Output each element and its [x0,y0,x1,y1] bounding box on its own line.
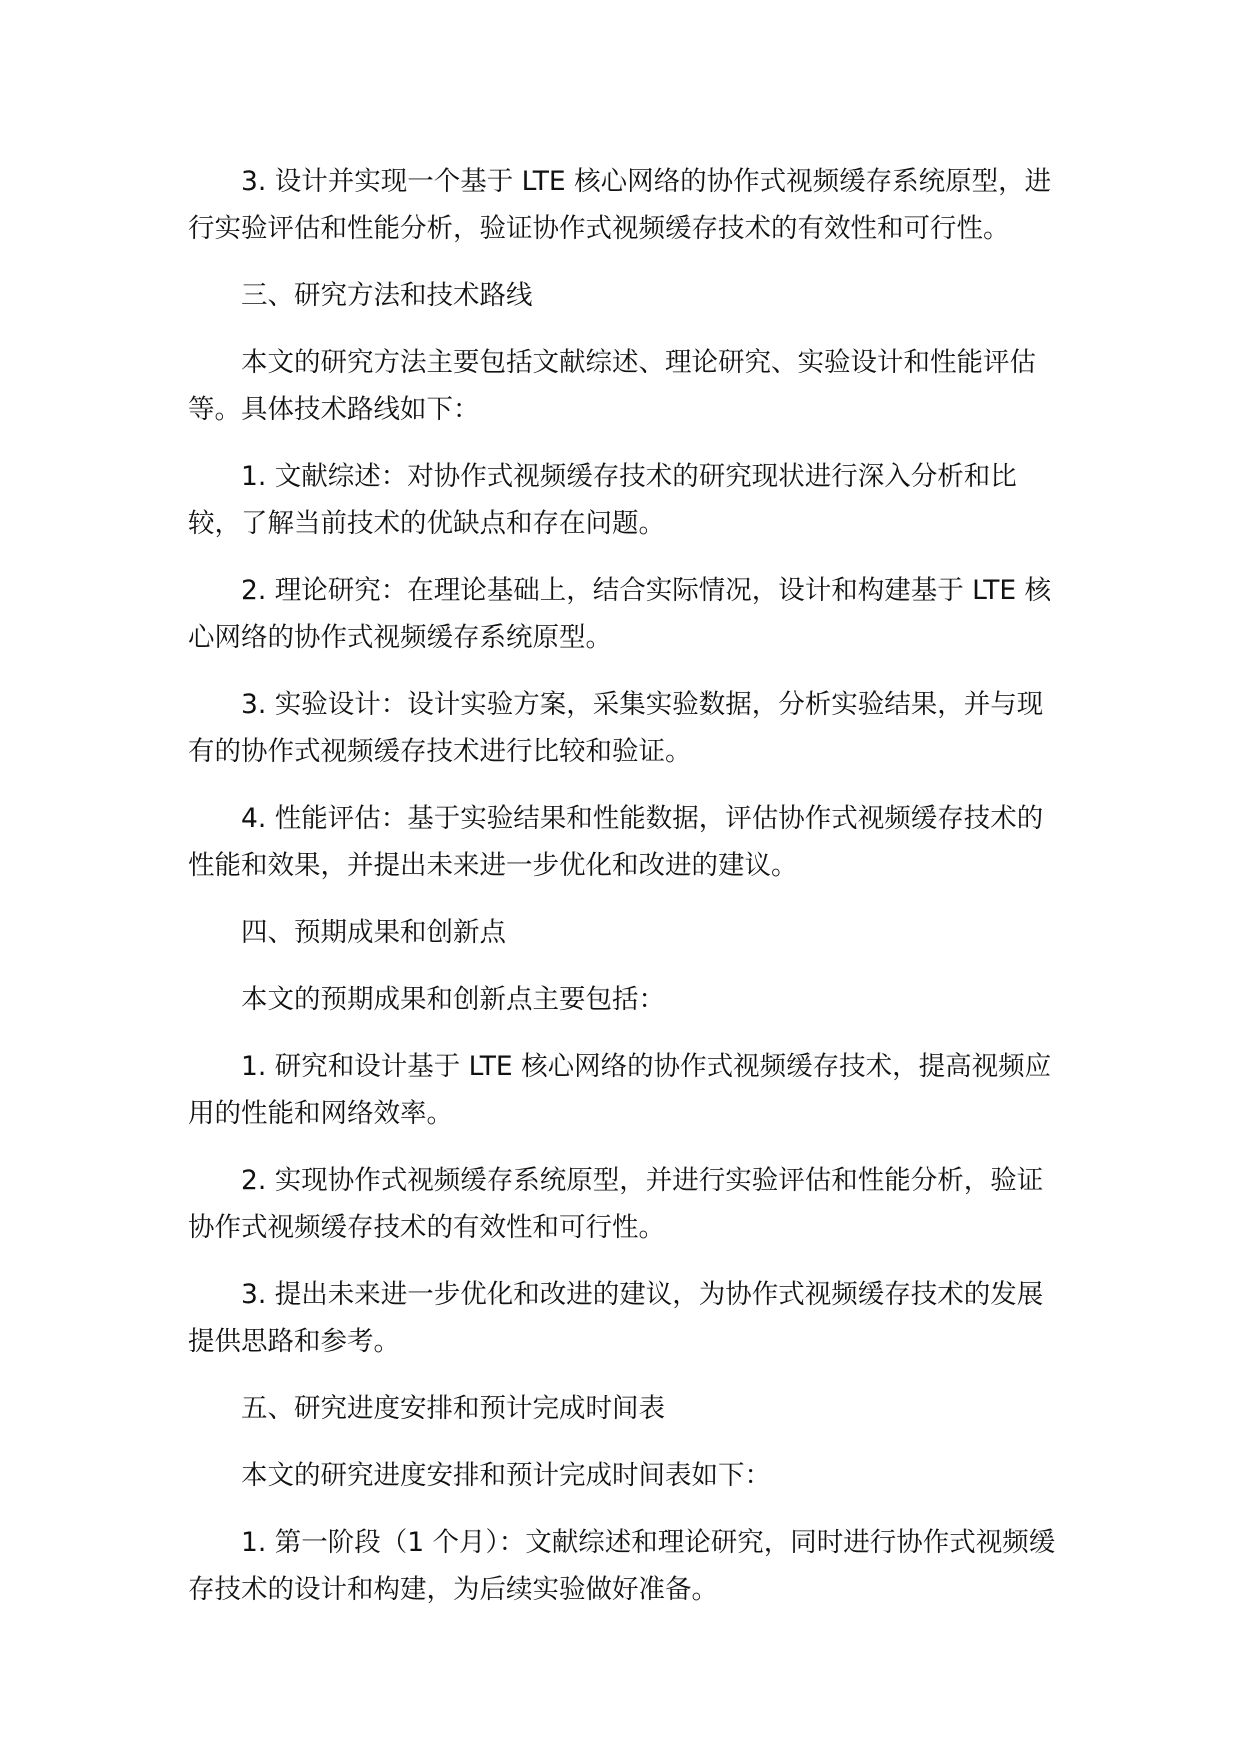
paragraph-outcomes-intro: 本文的预期成果和创新点主要包括： [241,984,665,1015]
paragraph-schedule-intro: 本文的研究进度安排和预计完成时间表如下： [241,1460,771,1491]
paragraph-outcome-2: 2. 实现协作式视频缓存系统原型，并进行实验评估和性能分析，验证协作式视频缓存技术的有效性和可行性。 [188,1165,1044,1243]
section-heading-methods: 三、研究方法和技术路线 [241,280,533,311]
section-heading-schedule: 五、研究进度安排和预计完成时间表 [241,1393,665,1424]
paragraph-method-1: 1. 文献综述：对协作式视频缓存技术的研究现状进行深入分析和比较，了解当前技术的优缺点和存在问题。 [188,461,1017,539]
paragraph-methods-intro: 本文的研究方法主要包括文献综述、理论研究、实验设计和性能评估等。具体技术路线如下： [188,347,1036,425]
paragraph-objective-3: 3. 设计并实现一个基于 LTE 核心网络的协作式视频缓存系统原型，进行实验评估和性能分析，验证协作式视频缓存技术的有效性和可行性。 [188,166,1052,244]
paragraph-schedule-1: 1. 第一阶段（1 个月）：文献综述和理论研究，同时进行协作式视频缓存技术的设计和构建，为后续实验做好准备。 [188,1527,1056,1605]
paragraph-outcome-1: 1. 研究和设计基于 LTE 核心网络的协作式视频缓存技术，提高视频应用的性能和网络效率。 [188,1051,1052,1129]
paragraph-method-4: 4. 性能评估：基于实验结果和性能数据，评估协作式视频缓存技术的性能和效果，并提出未来进一步优化和改进的建议。 [188,803,1044,881]
paragraph-method-2: 2. 理论研究：在理论基础上，结合实际情况，设计和构建基于 LTE 核心网络的协作式视频缓存系统原型。 [188,575,1052,653]
paragraph-outcome-3: 3. 提出未来进一步优化和改进的建议，为协作式视频缓存技术的发展提供思路和参考。 [188,1279,1044,1357]
document-body [188,158,1068,1633]
paragraph-method-3: 3. 实验设计：设计实验方案，采集实验数据，分析实验结果，并与现有的协作式视频缓存技术进行比较和验证。 [188,689,1044,767]
section-heading-outcomes: 四、预期成果和创新点 [241,917,506,948]
